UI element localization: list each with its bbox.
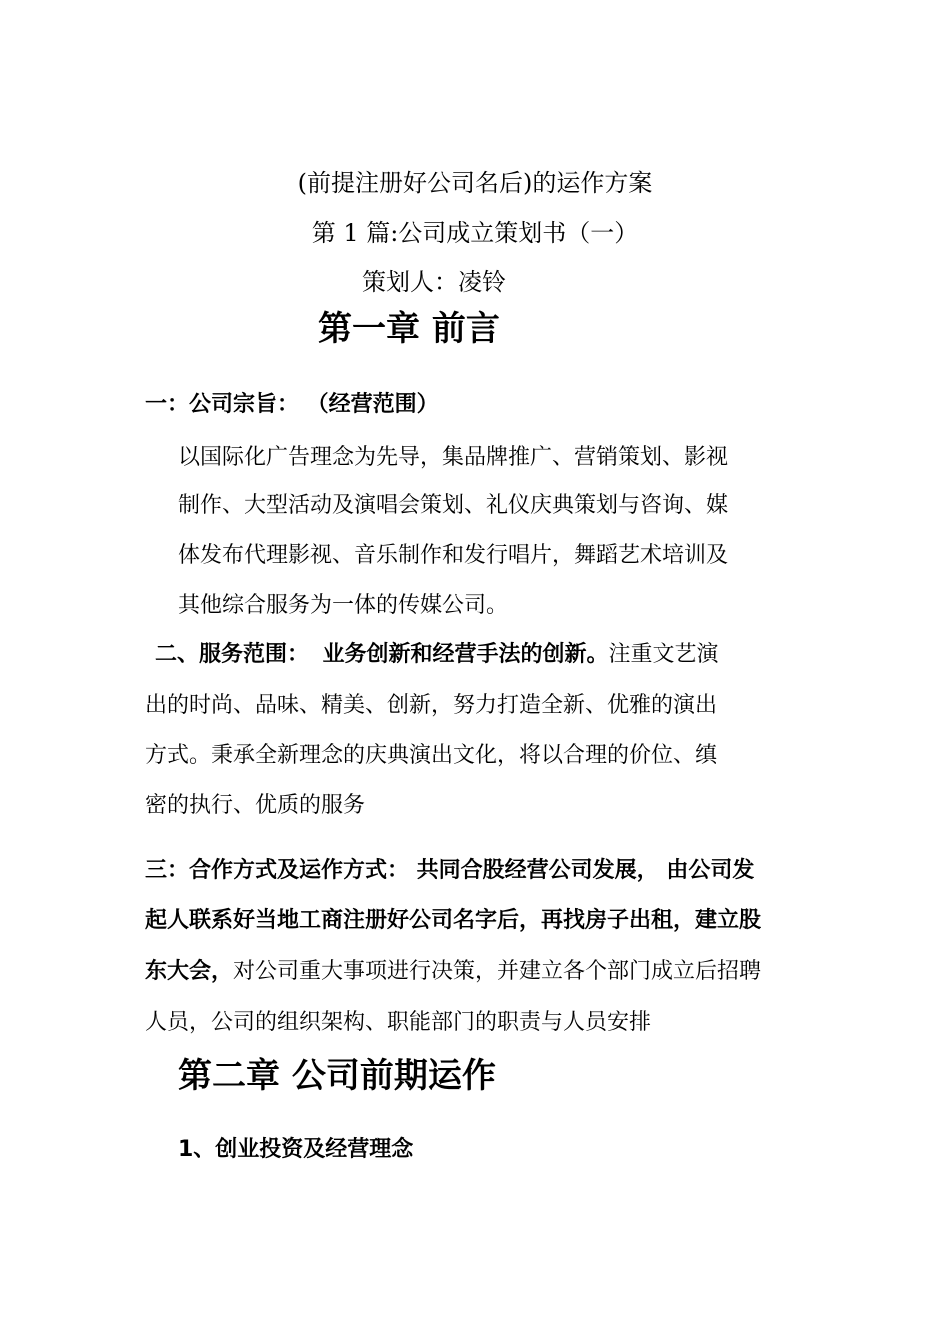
section-2-heading: 二、服务范围： (155, 642, 310, 667)
section-1-line-2: 制作、大型活动及演唱会策划、礼仪庆典策划与咨询、媒 (178, 493, 729, 518)
section-2-bold-text: 业务创新和经营手法的创新。 (322, 642, 609, 667)
document-subtitle: 第 1 篇:公司成立策划书（一） (311, 219, 639, 247)
section-2-first-line-rest: 注重文艺演 (608, 642, 719, 667)
section-3-line-4: 人员，公司的组织架构、职能部门的职责与人员安排 (145, 1010, 652, 1035)
section-1-line-4: 其他综合服务为一体的传媒公司。 (178, 593, 509, 618)
chapter-2-subheading: 1、创业投资及经营理念 (178, 1137, 414, 1162)
section-3-line-3 (145, 960, 761, 983)
section-3-line-3-rest: 对公司重大事项进行决策，并建立各个部门成立后招聘 (233, 959, 762, 984)
section-3-line-1: 三：合作方式及运作方式： 共同合股经营公司发展， 由公司发 (145, 858, 755, 883)
planner-label: 策划人：凌铃 (362, 268, 506, 296)
document-title: (前提注册好公司名后)的运作方案 (297, 169, 653, 197)
section-3-line-2: 起人联系好当地工商注册好公司名字后，再找房子出租，建立股 (145, 908, 762, 933)
chapter-2-title: 第二章 公司前期运作 (178, 1056, 496, 1096)
section-3-line-3-bold: 东大会， (145, 959, 234, 984)
section-1-line-3: 体发布代理影视、音乐制作和发行唱片，舞蹈艺术培训及 (178, 543, 729, 568)
section-2-line-4: 密的执行、优质的服务 (145, 793, 366, 818)
section-1-heading: 一：公司宗旨： （经营范围） (145, 392, 439, 417)
chapter-1-title: 第一章 前言 (318, 309, 500, 349)
section-1-line-1: 以国际化广告理念为先导，集品牌推广、营销策划、影视 (178, 445, 729, 470)
section-2-line-2: 出的时尚、品味、精美、创新，努力打造全新、优雅的演出 (145, 693, 718, 718)
section-2-line-1 (155, 643, 719, 666)
section-2-line-3: 方式。秉承全新理念的庆典演出文化，将以合理的价位、缜 (145, 743, 718, 768)
